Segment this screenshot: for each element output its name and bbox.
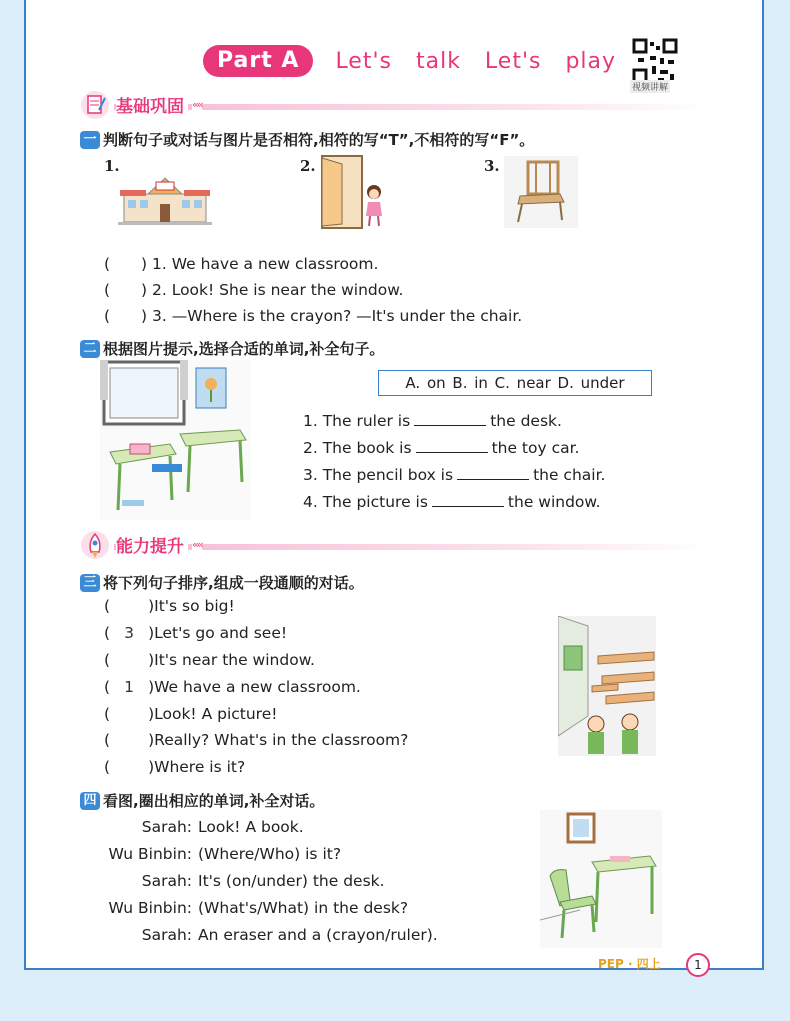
speaker-label: Sarah: bbox=[141, 872, 192, 890]
sentence: Really? What's in the classroom? bbox=[154, 731, 409, 749]
sentence-start: 4. The picture is bbox=[303, 493, 428, 511]
question-instruction: 将下列句子排序,组成一段通顺的对话。 bbox=[103, 574, 364, 592]
dialog-line: Look! A book. bbox=[198, 818, 304, 836]
question-number: 二 bbox=[80, 340, 100, 358]
dialog-line[interactable]: An eraser and a (crayon/ruler). bbox=[198, 926, 438, 944]
sentence: Let's go and see! bbox=[154, 624, 288, 642]
list-item: ( )Look! A picture! bbox=[104, 705, 278, 723]
question-1-heading bbox=[80, 129, 534, 150]
sentence: 2. Look! She is near the window. bbox=[152, 281, 404, 299]
question-instruction: 根据图片提示,选择合适的单词,补全句子。 bbox=[103, 340, 385, 358]
rocket-icon bbox=[80, 530, 110, 560]
answer-paren[interactable]: ( ) bbox=[104, 307, 148, 325]
classroom-desk-window-image bbox=[100, 360, 250, 520]
sentence-end: the desk. bbox=[490, 412, 562, 430]
sentence: 3. —Where is the crayon? —It's under the chair. bbox=[152, 307, 523, 325]
order-answer[interactable]: 3 bbox=[124, 624, 134, 642]
picture-label: 3. bbox=[484, 157, 500, 175]
picture-label: 2. bbox=[300, 157, 316, 175]
list-item bbox=[303, 438, 579, 457]
sentence-end: the toy car. bbox=[491, 439, 580, 457]
answer-blank[interactable] bbox=[414, 411, 486, 426]
school-building-image bbox=[118, 172, 212, 226]
part-header bbox=[203, 44, 616, 78]
part-subtitle: Let's talk Let's play bbox=[335, 48, 617, 74]
list-item bbox=[104, 304, 522, 326]
section-ability bbox=[80, 534, 710, 558]
answer-blank[interactable] bbox=[416, 438, 488, 453]
sentence: It's so big! bbox=[154, 597, 235, 615]
qr-caption: 视频讲解 bbox=[630, 80, 670, 93]
section-title: 能力提升 bbox=[116, 532, 188, 557]
dialog-line[interactable]: (Where/Who) is it? bbox=[198, 845, 342, 863]
chevrons-icon: ‹‹‹‹ bbox=[192, 538, 202, 551]
options-box: A. on B. in C. near D. under bbox=[378, 370, 652, 396]
notepad-icon bbox=[80, 90, 110, 120]
part-label: Part A bbox=[203, 45, 313, 77]
answer-blank[interactable] bbox=[457, 465, 529, 480]
sentence: Look! A picture! bbox=[154, 705, 278, 723]
order-answer[interactable]: 1 bbox=[124, 678, 134, 696]
question-4-heading bbox=[80, 790, 324, 811]
sentence-start: 3. The pencil box is bbox=[303, 466, 454, 484]
dialog-line[interactable]: It's (on/under) the desk. bbox=[198, 872, 385, 890]
list-item bbox=[303, 492, 601, 511]
sentence-end: the chair. bbox=[533, 466, 606, 484]
list-item: ( )It's near the window. bbox=[104, 651, 315, 669]
list-item bbox=[104, 252, 378, 274]
sentence: 1. We have a new classroom. bbox=[152, 255, 379, 273]
question-2-heading bbox=[80, 338, 384, 359]
question-number: 四 bbox=[80, 792, 100, 810]
list-item: ( 1 )We have a new classroom. bbox=[104, 678, 361, 696]
section-title: 基础巩固 bbox=[116, 92, 188, 117]
speaker-label: Sarah: bbox=[141, 818, 192, 836]
list-item bbox=[104, 278, 403, 300]
chevrons-icon: ‹‹‹‹ bbox=[192, 98, 202, 111]
list-item: ( )Really? What's in the classroom? bbox=[104, 731, 409, 749]
sentence-start: 1. The ruler is bbox=[303, 412, 411, 430]
chair-image bbox=[504, 156, 578, 228]
sentence-start: 2. The book is bbox=[303, 439, 412, 457]
speaker-label: Wu Binbin: bbox=[108, 845, 192, 863]
list-item: ( )It's so big! bbox=[104, 597, 235, 615]
question-instruction: 看图,圈出相应的单词,补全对话。 bbox=[103, 792, 325, 810]
question-3-heading bbox=[80, 572, 364, 593]
section-basic bbox=[80, 94, 710, 118]
question-number: 一 bbox=[80, 131, 100, 149]
sentence: Where is it? bbox=[154, 758, 246, 776]
classroom-children-image bbox=[558, 616, 656, 756]
sentence-end: the window. bbox=[507, 493, 601, 511]
speaker-label: Wu Binbin: bbox=[108, 899, 192, 917]
desk-chair-picture-image bbox=[540, 810, 662, 948]
dialog-line[interactable]: (What's/What) in the desk? bbox=[198, 899, 409, 917]
answer-paren[interactable]: ( ) bbox=[104, 255, 148, 273]
picture-label: 1. bbox=[104, 157, 120, 175]
footer-brand: PEP · 四上 bbox=[598, 957, 661, 971]
list-item bbox=[303, 411, 562, 430]
question-instruction: 判断句子或对话与图片是否相符,相符的写“T”,不相符的写“F”。 bbox=[103, 131, 535, 149]
qr-code-icon[interactable] bbox=[632, 38, 678, 84]
list-item: ( 3 )Let's go and see! bbox=[104, 624, 288, 642]
page-number: 1 bbox=[686, 953, 710, 977]
speaker-label: Sarah: bbox=[141, 926, 192, 944]
answer-paren[interactable]: ( ) bbox=[104, 281, 148, 299]
question-number: 三 bbox=[80, 574, 100, 592]
sentence: It's near the window. bbox=[154, 651, 315, 669]
sentence: We have a new classroom. bbox=[154, 678, 361, 696]
answer-blank[interactable] bbox=[432, 492, 504, 507]
girl-near-door-image bbox=[318, 154, 394, 230]
list-item bbox=[303, 465, 605, 484]
list-item: ( )Where is it? bbox=[104, 758, 246, 776]
